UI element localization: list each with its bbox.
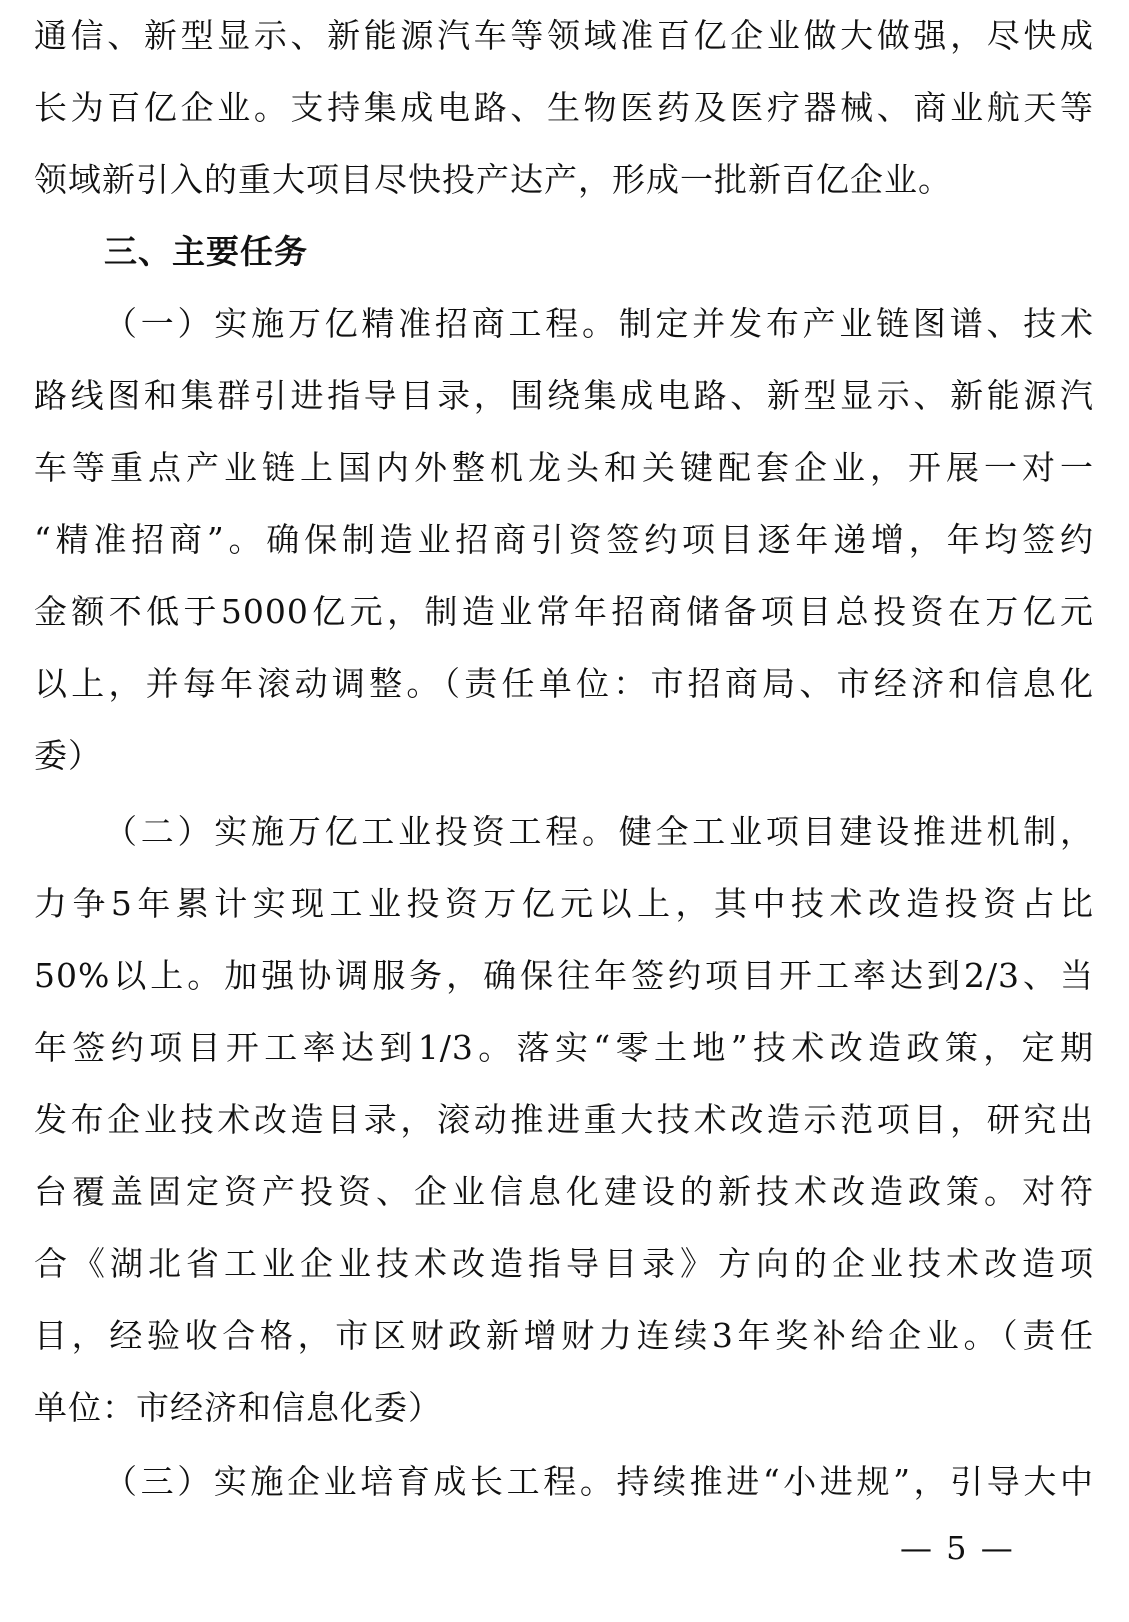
text-line: 目，经验收合格，市区财政新增财力连续3年奖补给企业。（责任 [34, 1316, 1094, 1355]
text-line: 合《湖北省工业企业技术改造指导目录》方向的企业技术改造项 [34, 1244, 1094, 1283]
page-number: — 5 — [900, 1529, 1015, 1567]
text-line: 以上，并每年滚动调整。（责任单位：市招商局、市经济和信息化 [34, 664, 1094, 703]
paragraph-first-line: （三）实施企业培育成长工程。持续推进“小进规”，引导大中 [104, 1462, 1094, 1501]
text-line: 通信、新型显示、新能源汽车等领域准百亿企业做大做强，尽快成 [34, 16, 1094, 55]
text-line: 长为百亿企业。支持集成电路、生物医药及医疗器械、商业航天等 [34, 88, 1094, 127]
text-line: “精准招商”。确保制造业招商引资签约项目逐年递增，年均签约 [34, 520, 1094, 559]
paragraph-first-line: （一）实施万亿精准招商工程。制定并发布产业链图谱、技术 [104, 304, 1094, 343]
text-line: 委） [34, 736, 102, 775]
text-line: 力争5年累计实现工业投资万亿元以上，其中技术改造投资占比 [34, 884, 1094, 923]
text-line: 车等重点产业链上国内外整机龙头和关键配套企业，开展一对一 [34, 448, 1094, 487]
paragraph-first-line: （二）实施万亿工业投资工程。健全工业项目建设推进机制， [104, 812, 1094, 851]
text-line: 台覆盖固定资产投资、企业信息化建设的新技术改造政策。对符 [34, 1172, 1094, 1211]
section-heading: 三、主要任务 [104, 232, 308, 271]
text-line: 路线图和集群引进指导目录，围绕集成电路、新型显示、新能源汽 [34, 376, 1094, 415]
text-line: 发布企业技术改造目录，滚动推进重大技术改造示范项目，研究出 [34, 1100, 1094, 1139]
text-line: 单位：市经济和信息化委） [34, 1388, 442, 1427]
text-line: 领域新引入的重大项目尽快投产达产，形成一批新百亿企业。 [34, 160, 952, 199]
text-line: 金额不低于5000亿元，制造业常年招商储备项目总投资在万亿元 [34, 592, 1094, 631]
text-line: 50%以上。加强协调服务，确保往年签约项目开工率达到2/3、当 [34, 956, 1094, 995]
text-line: 年签约项目开工率达到1/3。落实“零土地”技术改造政策，定期 [34, 1028, 1094, 1067]
